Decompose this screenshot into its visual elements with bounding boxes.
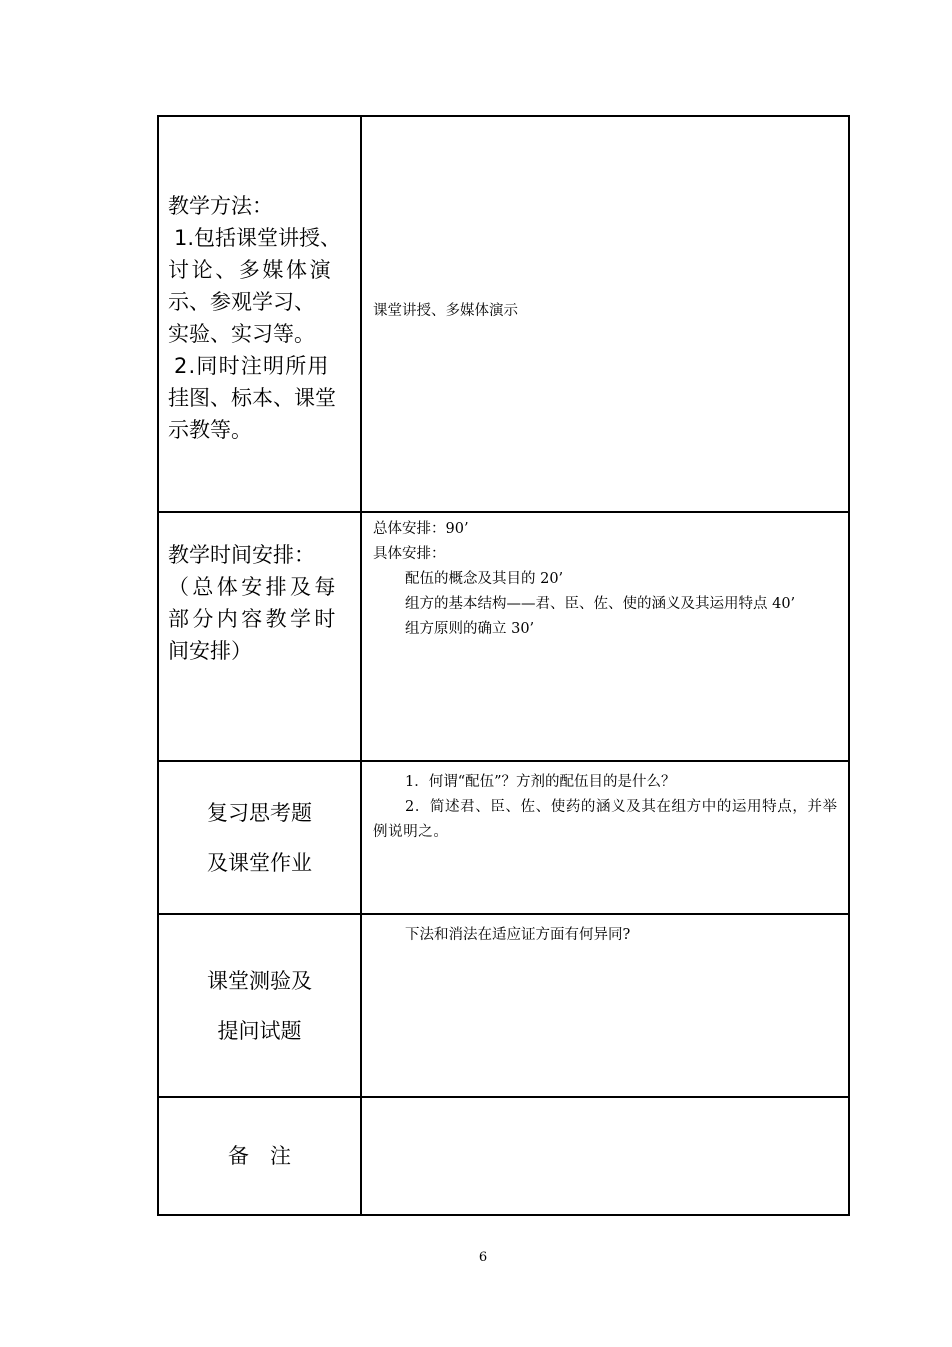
table-row-teaching-time: [158, 512, 849, 761]
label-line: 1.包括课堂讲授、: [174, 226, 342, 250]
remarks-label: 备 注: [158, 1097, 361, 1215]
review-question: 2．简述君、臣、佐、使药的涵义及其在组方中的运用特点，并举例说明之。: [373, 799, 838, 840]
label-line: 课堂测验及: [207, 968, 312, 993]
teaching-method-content: 课堂讲授、多媒体演示: [361, 116, 849, 512]
table-row-review-questions: [158, 761, 849, 914]
table-row-remarks: [158, 1097, 849, 1215]
detailed-schedule-heading: 具体安排：: [373, 546, 446, 562]
classroom-test-content: 下法和消法在适应证方面有何异同?: [361, 914, 849, 1097]
label-line: 2.同时注明所用: [174, 354, 330, 378]
remarks-content: [361, 1097, 849, 1215]
label-line: 及课堂作业: [207, 850, 312, 875]
label-line: 示教等。: [168, 418, 252, 442]
label-line: 部分内容教学时: [168, 607, 339, 631]
label-line: 复习思考题: [207, 800, 312, 825]
schedule-item: 组方原则的确立 30’: [405, 621, 535, 637]
teaching-method-label: [158, 116, 361, 512]
label-line: （总体安排及每: [168, 575, 339, 599]
review-questions-label: [158, 761, 361, 914]
schedule-item: 配伍的概念及其目的 20’: [405, 571, 564, 587]
classroom-test-label: [158, 914, 361, 1097]
teaching-time-label: [158, 512, 361, 761]
schedule-item: 组方的基本结构——君、臣、佐、使的涵义及其运用特点 40’: [405, 596, 796, 612]
teaching-plan-table: [157, 115, 850, 1216]
label-line: 挂图、标本、课堂: [168, 386, 336, 410]
teaching-time-content: [361, 512, 849, 761]
label-line: 示、参观学习、: [168, 290, 315, 314]
label-line: 实验、实习等。: [168, 322, 315, 346]
label-line: 间安排）: [168, 639, 252, 663]
label-line: 讨论、多媒体演: [168, 258, 334, 282]
table-row-classroom-test: [158, 914, 849, 1097]
label-line: 提问试题: [217, 1018, 302, 1043]
label-line: 教学方法：: [168, 194, 273, 218]
review-question: 1．何谓“配伍”？方剂的配伍目的是什么？: [405, 774, 676, 790]
review-questions-content: [361, 761, 849, 914]
label-line: 教学时间安排：: [168, 543, 315, 567]
overall-schedule: 总体安排：90’: [373, 521, 469, 537]
page-number: 6: [478, 1250, 488, 1265]
table-row-teaching-method: [158, 116, 849, 512]
